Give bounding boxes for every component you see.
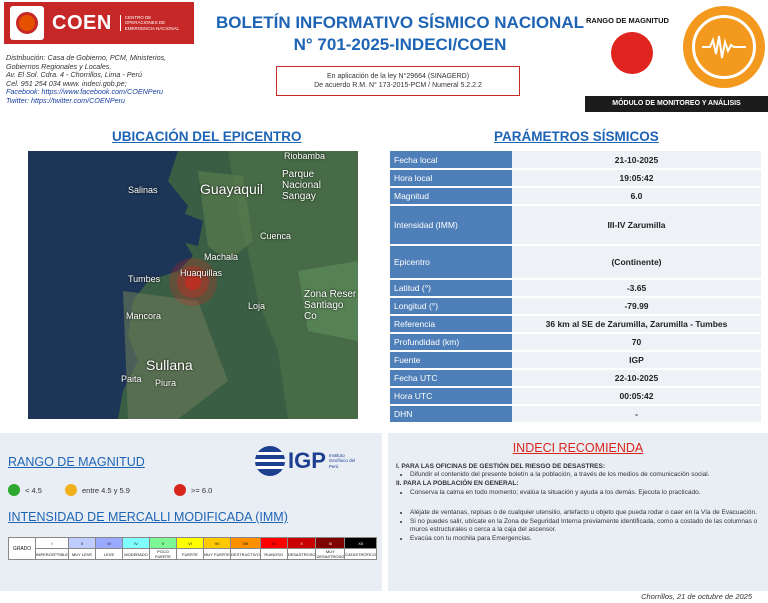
twitter-link[interactable]: Twitter: https://twitter.com/COENPeru bbox=[6, 95, 126, 105]
contact-line: Cel. 951 254 034 www. indeci.gob.pe; bbox=[6, 78, 127, 88]
table-row: DHN - bbox=[390, 405, 761, 423]
rango-label: RANGO DE MAGNITUD bbox=[586, 16, 669, 25]
rec-heading: II. PARA LA POBLACIÓN EN GENERAL: bbox=[396, 480, 519, 488]
red-dot-icon bbox=[174, 484, 186, 496]
legend-item: >= 6.0 bbox=[174, 484, 212, 496]
table-row: Latitud (°) -3.65 bbox=[390, 279, 761, 297]
coen-logo bbox=[4, 2, 194, 44]
legend-title: RANGO DE MAGNITUD bbox=[8, 455, 145, 469]
map-label-riobamba: Riobamba bbox=[284, 151, 326, 161]
igp-logo: IGP Instituto Geofísico del Perú bbox=[255, 446, 359, 476]
modulo-bar: MÓDULO DE MONITOREO Y ANÁLISIS bbox=[585, 96, 768, 112]
footer-date: Chorrillos, 21 de octubre de 2025 bbox=[641, 592, 752, 601]
recommendations-body bbox=[396, 462, 760, 545]
logo-subtitle: CENTRO DE OPERACIONES DE EMERGENCIA NACIONAL bbox=[120, 15, 180, 32]
list-item: • Si no puedes salir, ubícate en la Zona de Seguridad Interna previamente identificada, como a costado de las columnas o muros estructurales o cerca a la caja del ascensor. bbox=[410, 518, 760, 534]
title-line-1: BOLETÍN INFORMATIVO SÍSMICO NACIONAL bbox=[215, 13, 584, 32]
table-row: Fuente IGP bbox=[390, 351, 761, 369]
map-label-cuenca: Cuenca bbox=[260, 231, 292, 241]
logo-text: COEN bbox=[52, 11, 112, 34]
table-row: Fecha UTC 22-10-2025 bbox=[390, 369, 761, 387]
map-label-guayaquil: Guayaquil bbox=[200, 181, 264, 197]
map-label-piura: Piura bbox=[155, 378, 177, 388]
map-label-loja: Loja bbox=[248, 301, 266, 311]
contact-line: Distribución: Casa de Gobierno, PCM, Ministerios, bbox=[6, 53, 167, 62]
map-label-parque: Parque Nacional Sangay bbox=[282, 169, 321, 202]
magnitude-indicator-dot bbox=[611, 32, 653, 74]
mercalli-scale-table: GRADO I II III IV V VI VII VIII IX X XI XII IMPERCEPTIBLE MUY LEVE LEVE MODERADO POCO FUERTE FUERTE MUY FUERTE DESTRUCTIVO RUINOSO DESASTROSO MUY DESASTROSO CATASTRÓFICO bbox=[8, 537, 377, 560]
map-label-zona: Zona Reser Santiago Co bbox=[304, 289, 357, 322]
legend-item: entre 4.5 y 5.9 bbox=[65, 484, 130, 496]
epicenter-map[interactable] bbox=[28, 151, 358, 419]
rec-heading: I. PARA LAS OFICINAS DE GESTIÓN DEL RIESGO DE DESASTRES: bbox=[396, 463, 605, 470]
recommendations-title: INDECI RECOMIENDA bbox=[512, 441, 644, 455]
title-line-2: N° 701-2025-INDECI/COEN bbox=[293, 35, 507, 54]
map-label-huaquillas: Huaquillas bbox=[180, 268, 223, 278]
params-table bbox=[390, 151, 761, 424]
yellow-dot-icon bbox=[65, 484, 77, 496]
params-title: PARÁMETROS SÍSMICOS bbox=[494, 129, 659, 144]
table-row: Longitud (°) -79.99 bbox=[390, 297, 761, 315]
list-item: • Aléjate de ventanas, repisas o de cualquier utensilio, artefacto u objeto que pueda rodar o caer en la Vía de Evacuación. bbox=[410, 509, 760, 517]
coen-emblem-icon bbox=[10, 6, 44, 40]
table-row: Referencia 36 km al SE de Zarumilla, Zarumilla - Tumbes bbox=[390, 315, 761, 333]
map-title: UBICACIÓN DEL EPICENTRO bbox=[112, 129, 302, 144]
law-box bbox=[276, 66, 520, 96]
contact-line: Av. El Sol. Cdra. 4 - Chorrillos, Lima - Perú bbox=[6, 70, 142, 80]
law-line-2: De acuerdo R.M. N° 173-2015-PCM / Numeral 5.2.2.2 bbox=[314, 82, 482, 89]
table-row: Magnitud 6.0 bbox=[390, 187, 761, 205]
green-dot-icon bbox=[8, 484, 20, 496]
page-title bbox=[210, 12, 590, 56]
list-item: • Evacúa con tu mochila para Emergencias. bbox=[410, 535, 760, 543]
globe-icon bbox=[255, 446, 285, 476]
facebook-link[interactable]: Facebook: https://www.facebook.com/COENPeru bbox=[6, 87, 163, 97]
table-row: Fecha local 21-10-2025 bbox=[390, 151, 761, 169]
legend-item: < 4.5 bbox=[8, 484, 42, 496]
table-row: Epicentro (Continente) bbox=[390, 245, 761, 279]
map-label-tumbes: Tumbes bbox=[128, 274, 161, 284]
table-row: Intensidad (IMM) III-IV Zarumilla bbox=[390, 205, 761, 245]
table-row: Profundidad (km) 70 bbox=[390, 333, 761, 351]
map-label-machala: Machala bbox=[204, 252, 239, 262]
law-line-1: En aplicación de la ley N°29664 (SINAGERD) bbox=[326, 73, 470, 80]
map-label-mancora: Mancora bbox=[126, 311, 162, 321]
grado-label: GRADO bbox=[9, 538, 36, 560]
list-item: • Conserva la calma en todo momento; evalúa la situación y ayuda a los demás. Ejecuta lo practicado. bbox=[410, 489, 760, 497]
table-row: Hora UTC 00:05:42 bbox=[390, 387, 761, 405]
contact-info bbox=[6, 54, 206, 106]
list-item: • Difundir el contenido del presente boletín a la población, a través de los medios de comunicación social. bbox=[410, 471, 760, 479]
map-label-sullana: Sullana bbox=[146, 357, 193, 373]
seismograph-logo-icon bbox=[683, 6, 765, 88]
map-label-paita: Paita bbox=[121, 374, 142, 384]
map-label-salinas: Salinas bbox=[128, 185, 158, 195]
table-row: Hora local 19:05:42 bbox=[390, 169, 761, 187]
mercalli-title: INTENSIDAD DE MERCALLI MODIFICADA (IMM) bbox=[8, 510, 288, 524]
contact-line: Gobiernos Regionales y Locales. bbox=[6, 61, 112, 71]
